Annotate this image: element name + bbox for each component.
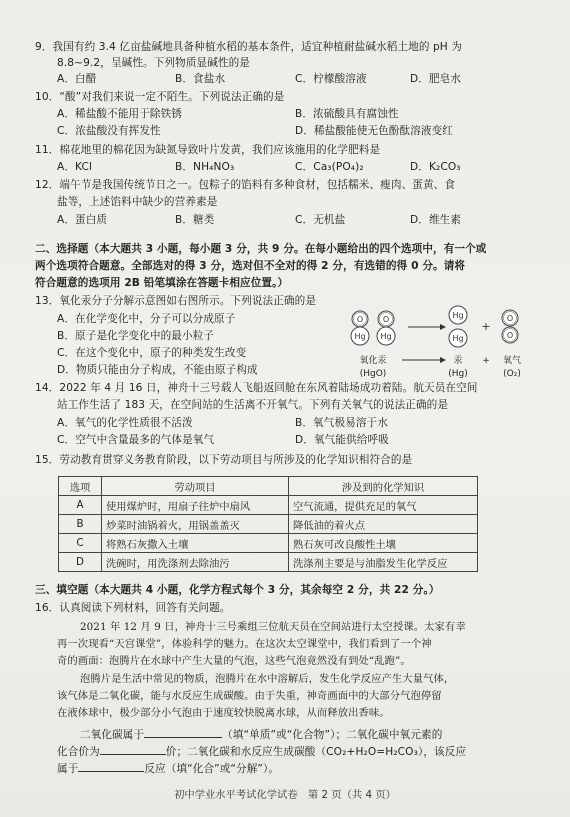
table-header-cell: 涉及到的化学知识 (289, 477, 478, 496)
table-row (59, 553, 478, 572)
q16-passage-line5: 该气体是二氧化碳，能与水反应生成碳酸。由于失重，神奇画面中的大部分气泡停留 (57, 690, 442, 702)
q11-option-c: C．Ca₃(PO₄)₂ (295, 161, 364, 173)
table-cell: 炒菜时油锅着火，用锅盖盖灭 (102, 515, 289, 534)
q9-stem-line2: 8.8~9.2，呈碱性。下列物质显碱性的是 (57, 57, 250, 69)
q16-passage-line2: 再一次现看“天宫课堂”，体验科学的魅力。在这次太空课堂中，我们看到了一个神 (57, 638, 432, 650)
q13-option-c: C．在这个变化中，原子的种类发生改变 (57, 347, 247, 359)
section2-heading-line1: 二、选择题（本大题共 3 小题，每小题 3 分，共 9 分。在每小题给出的四个选项中，有一个或 (35, 243, 487, 255)
table-cell: 洗涤剂主要是与油脂发生化学反应 (289, 553, 478, 572)
q12-option-d: D．维生素 (410, 214, 462, 226)
table-cell: A (59, 496, 102, 515)
table-header-cell: 劳动项目 (102, 477, 289, 496)
section2-heading-line3: 符合题意的选项用 2B 铅笔填涂在答题卡相应位置。） (35, 277, 289, 289)
q12-option-a: A．蛋白质 (57, 214, 108, 226)
q13-option-d: D．物质只能由分子构成，不能由原子构成 (57, 364, 258, 376)
o-atom-label: O (382, 315, 390, 324)
hgo-molecule-2 (377, 311, 395, 345)
q12-stem-line2: 盐等，上述馅料中缺少的营养素是 (57, 196, 218, 208)
table-cell: 洗碗时，用洗涤剂去除油污 (102, 553, 289, 572)
q14-option-b: B．氧气极易溶于水 (295, 417, 388, 429)
answer-blank-2[interactable] (100, 743, 166, 755)
q11-option-d: D．K₂CO₃ (410, 161, 461, 173)
q15-stem: 15．劳动教育贯穿义务教育阶段，以下劳动项目与所涉及的化学知识相符合的是 (35, 454, 413, 466)
q10-option-b: B．浓硫酸具有腐蚀性 (295, 108, 399, 120)
table-header-row (59, 477, 478, 496)
table-cell: 空气流通，提供充足的氧气 (289, 496, 478, 515)
q12-stem-line1: 12．端午节是我国传统节日之一。包粽子的馅料有多种食材，包括糯米、瘦肉、蛋黄、食 (35, 179, 456, 191)
q10-stem: 10．“酸”对我们来说一定不陌生。下列说法正确的是 (35, 91, 285, 103)
q13-option-b: B．原子是化学变化中的最小粒子 (57, 330, 215, 342)
hgo-molecule-1 (351, 311, 369, 345)
svg-text:O: O (506, 331, 514, 340)
q16-passage-line6: 在液体球中，极少部分小气泡由于速度较快脱离水球，从而释放出香味。 (57, 707, 390, 719)
table-cell: 降低油的着火点 (289, 515, 478, 534)
product2-formula: (O₂) (503, 369, 521, 379)
hg-atom-label: Hg (354, 332, 366, 341)
q9-option-c: C．柠檬酸溶液 (295, 73, 367, 85)
table-header-cell: 选项 (59, 477, 102, 496)
q13-option-a: A．在化学变化中，分子可以分成原子 (57, 313, 236, 325)
q16-fill-line3: 属于 反应（填“化合”或“分解”）。 (57, 760, 279, 777)
q12-option-b: B．糖类 (175, 214, 215, 226)
hg-atom-label: Hg (380, 332, 392, 341)
q13-stem: 13．氧化汞分子分解示意图如右图所示。下列说法正确的是 (35, 295, 317, 307)
product-plus: + (482, 356, 490, 366)
section2-heading-line2: 两个选项符合题意。全部选对的得 3 分，选对但不全对的得 2 分，有选错的得 0 分。请将 (35, 260, 466, 272)
q10-option-d: D．稀盐酸能使无色酚酞溶液变红 (295, 125, 453, 137)
q14-option-d: D．氧气能供给呼吸 (295, 434, 389, 446)
q16-passage-line4: 泡腾片是生活中常见的物质，泡腾片在水中溶解后，发生化学反应产生大量气体， (80, 673, 455, 685)
q14-stem-line2: 站工作生活了 183 天，在空间站的生活离不开氧气。下列有关氧气的说法正确的是 (57, 399, 449, 411)
plus-sign: + (481, 320, 491, 333)
product1-formula: (Hg) (448, 369, 468, 379)
hg-atom-2 (449, 329, 467, 347)
q14-option-a: A．氧气的化学性质很不活泼 (57, 417, 193, 429)
table-cell: 将熟石灰撒入土壤 (102, 534, 289, 553)
reaction-arrow-icon (408, 324, 446, 330)
reactant-name: 氧化汞 (359, 356, 387, 366)
answer-blank-3[interactable] (78, 760, 144, 772)
svg-text:O: O (506, 314, 514, 323)
q11-option-a: A．KCl (57, 161, 93, 173)
q16-stem: 16．认真阅读下列材料，回答有关问题。 (35, 602, 231, 614)
q14-stem-line1: 14．2022 年 4 月 16 日，神舟十三号载人飞船返回舱在东风着陆场成功着陆。航天员在空间 (35, 382, 478, 394)
q9-stem-line1: 9．我国有约 3.4 亿亩盐碱地具备种植水稻的基本条件，适宜种植耐盐碱水稻土地的 pH 为 (35, 41, 463, 53)
q9-option-b: B．食盐水 (175, 73, 226, 85)
table-cell: B (59, 515, 102, 534)
table-row (59, 534, 478, 553)
table-cell: D (59, 553, 102, 572)
product1-name: 汞 (453, 356, 463, 366)
section3-heading: 三、填空题（本大题共 4 小题，化学方程式每个 3 分，其余每空 2 分，共 22 分。） (35, 584, 440, 596)
table-cell: C (59, 534, 102, 553)
q14-option-c: C．空气中含量最多的气体是氧气 (57, 434, 215, 446)
svg-text:Hg: Hg (452, 311, 464, 320)
o-atom-label: O (356, 315, 364, 324)
table-cell: 熟石灰可改良酸性土壤 (289, 534, 478, 553)
q9-option-a: A．白醋 (57, 73, 97, 85)
reactant-formula: (HgO) (359, 369, 387, 379)
product2-name: 氧气 (502, 356, 522, 366)
hgo-decomposition-diagram (340, 305, 540, 387)
q10-option-a: A．稀盐酸不能用于除铁锈 (57, 108, 182, 120)
q11-stem: 11．棉花地里的棉花因为缺氮导致叶片发黄，我们应该施用的化学肥料是 (35, 144, 381, 156)
table-row (59, 515, 478, 534)
q11-option-b: B．NH₄NO₃ (175, 161, 235, 173)
svg-text:Hg: Hg (452, 334, 464, 343)
o2-molecule (502, 310, 518, 343)
q12-option-c: C．无机盐 (295, 214, 346, 226)
q9-option-d: D．肥皂水 (410, 73, 462, 85)
table-row (59, 496, 478, 515)
hg-atom-1 (449, 306, 467, 324)
answer-blank-1[interactable] (144, 726, 222, 738)
q16-passage-line3: 奇的画面：泡腾片在水球中产生大量的气泡，这些气泡竟然没有到处“乱跑”。 (57, 655, 411, 667)
q16-passage-line1: 2021 年 12 月 9 日，神舟十三号乘组三位航天员在空间站进行太空授课。太家有幸 (80, 621, 466, 633)
q15-table (58, 476, 478, 572)
q16-fill-line1: 二氧化碳属于 （填“单质”或“化合物”）；二氧化碳中氧元素的 (80, 726, 442, 743)
table-cell: 使用煤炉时，用扇子往炉中扇风 (102, 496, 289, 515)
q16-fill-line2: 化合价为 价；二氧化碳和水反应生成碳酸（CO₂+H₂O=H₂CO₃），该反应 (57, 743, 466, 760)
page-footer: 初中学业水平考试化学试卷 第 2 页（共 4 页） (174, 789, 396, 801)
q10-option-c: C．浓盐酸没有挥发性 (57, 125, 161, 137)
